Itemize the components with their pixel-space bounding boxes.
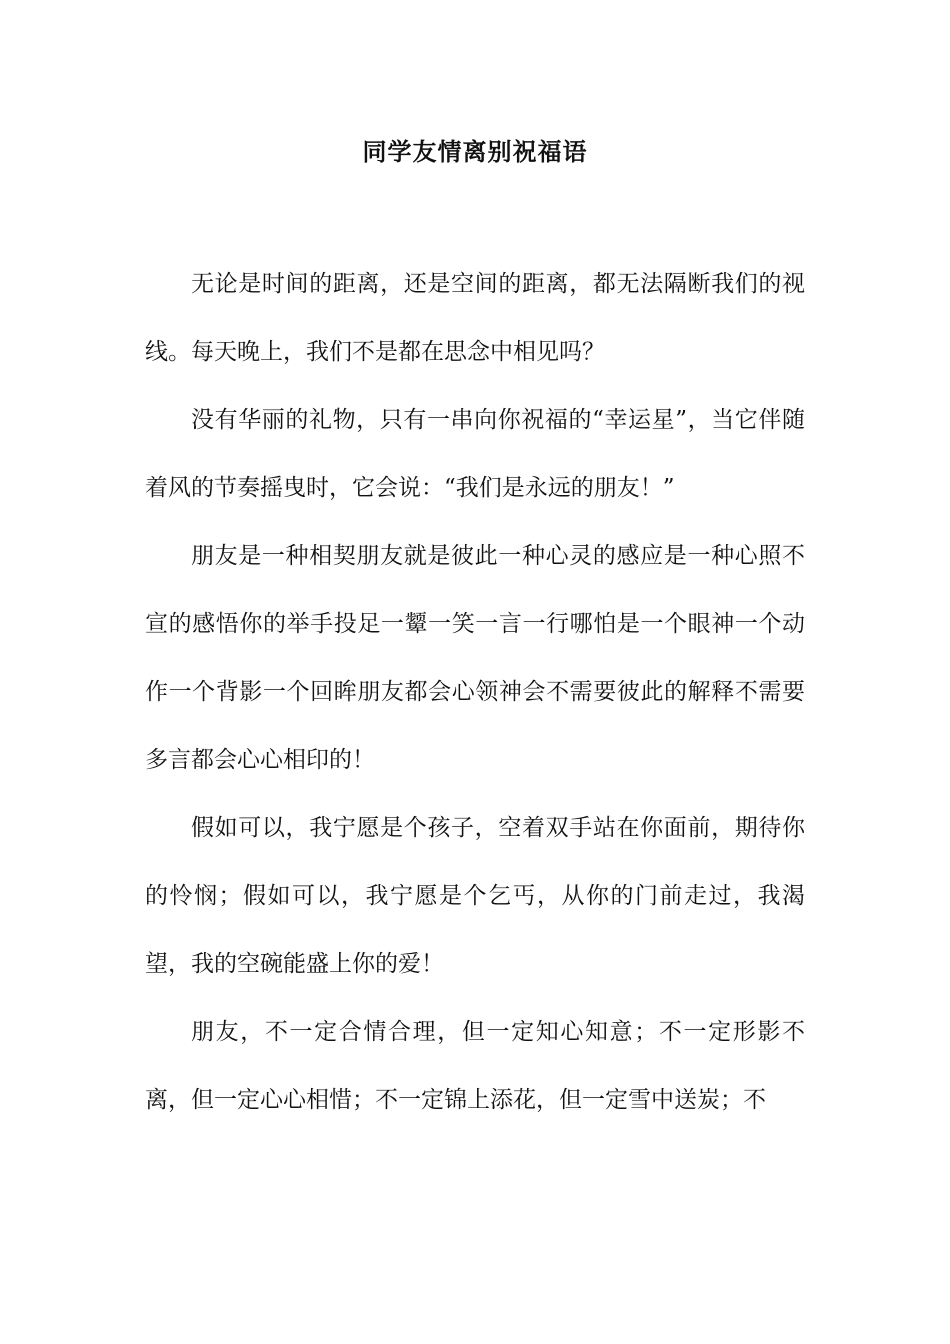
document-body — [145, 250, 805, 1134]
paragraph-3: 朋友是一种相契朋友就是彼此一种心灵的感应是一种心照不宣的感悟你的举手投足一颦一笑一言一行哪怕是一个眼神一个动作一个背影一个回眸朋友都会心领神会不需要彼此的解释不需要多言都会心心相印的！ — [145, 543, 805, 773]
paragraph-2: 没有华丽的礼物，只有一串向你祝福的“幸运星”，当它伴随着风的节奏摇曳时，它会说：“我们是永远的朋友！” — [145, 407, 805, 501]
paragraph-1: 无论是时间的距离，还是空间的距离，都无法隔断我们的视线。每天晚上，我们不是都在思念中相见吗？ — [145, 271, 805, 365]
paragraph-4: 假如可以，我宁愿是个孩子，空着双手站在你面前，期待你的怜悯；假如可以，我宁愿是个乞丐，从你的门前走过，我渴望，我的空碗能盛上你的爱！ — [145, 815, 805, 977]
paragraph-5: 朋友，不一定合情合理，但一定知心知意；不一定形影不离，但一定心心相惜；不一定锦上添花，但一定雪中送炭；不 — [145, 1019, 805, 1113]
document-title: 同学友情离别祝福语 — [362, 137, 588, 166]
